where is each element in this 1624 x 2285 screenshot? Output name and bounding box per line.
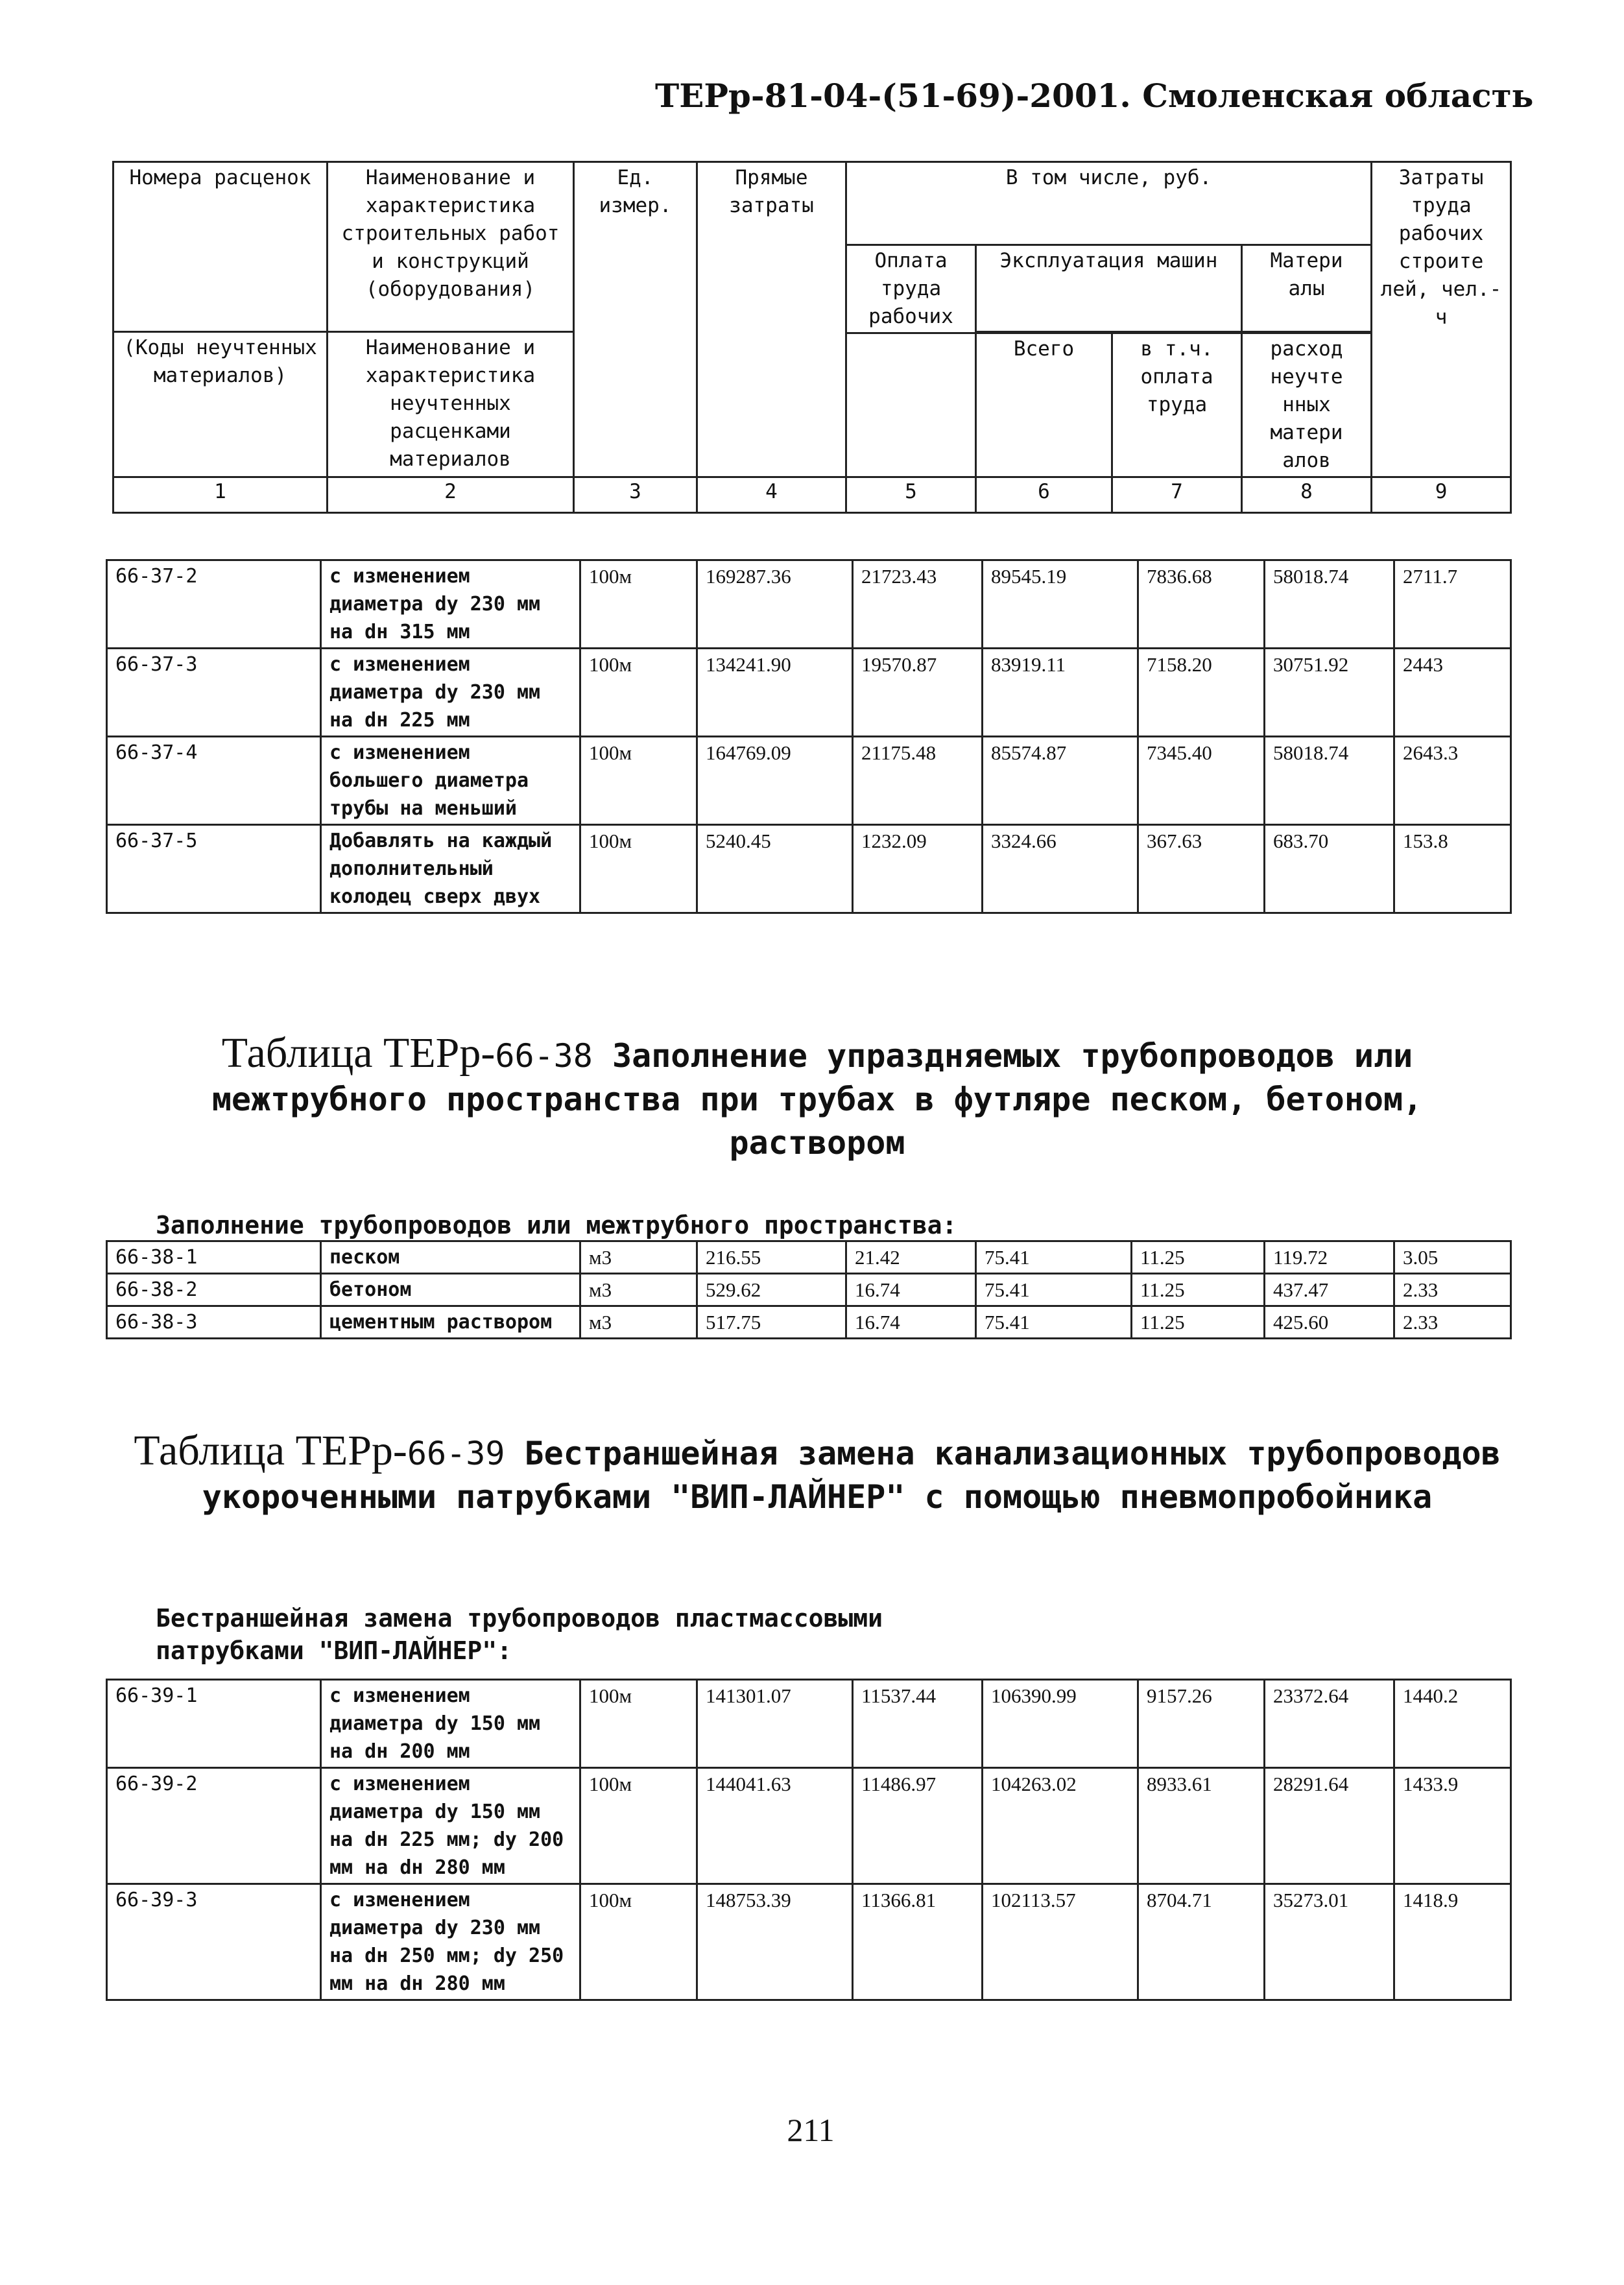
rows-66-38: [107, 1241, 1511, 1339]
machines-wage-cell: 11.25: [1132, 1241, 1265, 1274]
header-work-name: Наименование и характеристика строительных работ и конструкций (оборудования): [328, 162, 574, 332]
header-wage: Оплата труда рабочих: [846, 245, 976, 333]
rate-code-cell: 66-37-2: [107, 560, 321, 649]
labor-costs-cell: 1440.2: [1394, 1680, 1511, 1768]
table-row: [107, 649, 1511, 737]
header-placeholder: [846, 333, 976, 477]
wage-cell: 11366.81: [853, 1884, 983, 2000]
machines-total-cell: 75.41: [976, 1241, 1132, 1274]
page-number: 211: [787, 2112, 835, 2148]
rate-code-cell: 66-39-3: [107, 1884, 321, 2000]
direct-costs-cell: 141301.07: [697, 1680, 853, 1768]
wage-cell: 16.74: [846, 1306, 976, 1339]
machines-total-cell: 75.41: [976, 1274, 1132, 1306]
table-row: [107, 1274, 1511, 1306]
table-caption: Заполнение упраздняемых трубопроводов или межтрубного пространства при трубах в футляре песком, бетоном, раствором: [211, 1037, 1423, 1162]
header-material-usage: расход неучте нных матери алов: [1242, 333, 1372, 477]
column-number: 3: [574, 477, 697, 513]
rates-table-66-39: [106, 1679, 1512, 2001]
table-label: Таблица ТЕРр-: [221, 1029, 496, 1077]
rate-code-cell: 66-38-2: [107, 1274, 321, 1306]
direct-costs-cell: 148753.39: [697, 1884, 853, 2000]
unit-cell: 100м: [580, 1768, 697, 1884]
section-subheading: Заполнение трубопроводов или межтрубного пространства:: [156, 1211, 957, 1239]
materials-cell: 119.72: [1265, 1241, 1394, 1274]
work-name-cell: с изменением диаметра dy 230 мм на dн 225 мм: [321, 649, 580, 737]
table-caption: Бестраншейная замена канализационных трубопроводов укороченными патрубками "ВИП-ЛАЙНЕР" с помощью пневмопробойника: [202, 1435, 1501, 1516]
wage-cell: 21175.48: [853, 737, 983, 825]
unit-cell: 100м: [580, 825, 697, 913]
work-name-cell: с изменением диаметра dy 150 мм на dн 200 мм: [321, 1680, 580, 1768]
unit-cell: 100м: [580, 1884, 697, 2000]
unit-cell: 100м: [580, 737, 697, 825]
rate-code-cell: 66-37-5: [107, 825, 321, 913]
labor-costs-cell: 2711.7: [1394, 560, 1511, 649]
labor-costs-cell: 2.33: [1394, 1274, 1511, 1306]
column-number: 9: [1372, 477, 1511, 513]
rates-table-66-37: [106, 559, 1512, 914]
column-number: 4: [697, 477, 846, 513]
header-rate-numbers: Номера расценок: [113, 162, 328, 332]
work-name-cell: с изменением диаметра dy 230 мм на dн 315 мм: [321, 560, 580, 649]
unit-cell: м3: [580, 1274, 697, 1306]
table-row: [107, 1680, 1511, 1768]
work-name-cell: Добавлять на каждый дополнительный колодец сверх двух: [321, 825, 580, 913]
materials-cell: 30751.92: [1265, 649, 1394, 737]
table-row: [107, 825, 1511, 913]
rate-code-cell: 66-39-2: [107, 1768, 321, 1884]
table-row: [107, 560, 1511, 649]
header-including: В том числе, руб.: [846, 162, 1372, 245]
header-materials: Матери алы: [1242, 245, 1372, 332]
table-title-66-38: [130, 1031, 1505, 1165]
machines-total-cell: 102113.57: [983, 1884, 1138, 2000]
materials-cell: 23372.64: [1265, 1680, 1394, 1768]
header-material-codes: (Коды неучтенных материалов): [113, 332, 328, 477]
machines-wage-cell: 367.63: [1138, 825, 1265, 913]
materials-cell: 28291.64: [1265, 1768, 1394, 1884]
rows-66-37: [107, 560, 1511, 913]
materials-cell: 58018.74: [1265, 737, 1394, 825]
work-name-cell: бетоном: [321, 1274, 580, 1306]
machines-total-cell: 3324.66: [983, 825, 1138, 913]
machines-wage-cell: 11.25: [1132, 1306, 1265, 1339]
unit-cell: м3: [580, 1241, 697, 1274]
rate-code-cell: 66-37-4: [107, 737, 321, 825]
work-name-cell: цементным раствором: [321, 1306, 580, 1339]
table-number: 66-38: [495, 1037, 593, 1075]
materials-cell: 437.47: [1265, 1274, 1394, 1306]
machines-total-cell: 89545.19: [983, 560, 1138, 649]
table-label: Таблица ТЕРр-: [134, 1427, 407, 1474]
machines-wage-cell: 8933.61: [1138, 1768, 1265, 1884]
labor-costs-cell: 2643.3: [1394, 737, 1511, 825]
unit-cell: м3: [580, 1306, 697, 1339]
materials-cell: 58018.74: [1265, 560, 1394, 649]
header-unit: Ед. измер.: [574, 162, 697, 477]
table-row: [107, 737, 1511, 825]
rate-code-cell: 66-37-3: [107, 649, 321, 737]
machines-total-cell: 85574.87: [983, 737, 1138, 825]
machines-total-cell: 83919.11: [983, 649, 1138, 737]
labor-costs-cell: 1418.9: [1394, 1884, 1511, 2000]
direct-costs-cell: 169287.36: [697, 560, 853, 649]
labor-costs-cell: 153.8: [1394, 825, 1511, 913]
machines-total-cell: 104263.02: [983, 1768, 1138, 1884]
table-row: [107, 1241, 1511, 1274]
rates-table-66-38: [106, 1240, 1512, 1339]
direct-costs-cell: 517.75: [697, 1306, 846, 1339]
machines-wage-cell: 8704.71: [1138, 1884, 1265, 2000]
header-machines: Эксплуатация машин: [976, 245, 1242, 332]
wage-cell: 11537.44: [853, 1680, 983, 1768]
wage-cell: 16.74: [846, 1274, 976, 1306]
column-number: 8: [1242, 477, 1372, 513]
header-labor-costs: Затраты труда рабочих строите лей, чел.-ч: [1372, 162, 1511, 477]
rows-66-39: [107, 1680, 1511, 2000]
wage-cell: 1232.09: [853, 825, 983, 913]
header-machines-wage: в т.ч. оплата труда: [1112, 333, 1242, 477]
work-name-cell: с изменением диаметра dy 150 мм на dн 225 мм; dy 200 мм на dн 280 мм: [321, 1768, 580, 1884]
materials-cell: 683.70: [1265, 825, 1394, 913]
wage-cell: 21.42: [846, 1241, 976, 1274]
labor-costs-cell: 1433.9: [1394, 1768, 1511, 1884]
direct-costs-cell: 134241.90: [697, 649, 853, 737]
column-header-table: [112, 161, 1512, 514]
column-number: 1: [113, 477, 328, 513]
section-subheading: Бестраншейная замена трубопроводов пластмассовыми патрубками "ВИП-ЛАЙНЕР":: [156, 1604, 883, 1665]
column-number: 6: [976, 477, 1112, 513]
unit-cell: 100м: [580, 649, 697, 737]
rate-code-cell: 66-39-1: [107, 1680, 321, 1768]
direct-costs-cell: 529.62: [697, 1274, 846, 1306]
table-row: [107, 1884, 1511, 2000]
machines-wage-cell: 7836.68: [1138, 560, 1265, 649]
wage-cell: 19570.87: [853, 649, 983, 737]
direct-costs-cell: 164769.09: [697, 737, 853, 825]
header-direct-costs: Прямые затраты: [697, 162, 846, 477]
table-row: [107, 1768, 1511, 1884]
labor-costs-cell: 2443: [1394, 649, 1511, 737]
direct-costs-cell: 5240.45: [697, 825, 853, 913]
labor-costs-cell: 2.33: [1394, 1306, 1511, 1339]
materials-cell: 425.60: [1265, 1306, 1394, 1339]
table-row: [107, 1306, 1511, 1339]
work-name-cell: с изменением диаметра dy 230 мм на dн 250 мм; dy 250 мм на dн 280 мм: [321, 1884, 580, 2000]
header-unaccounted-materials: Наименование и характеристика неучтенных расценками материалов: [328, 332, 574, 477]
wage-cell: 21723.43: [853, 560, 983, 649]
work-name-cell: песком: [321, 1241, 580, 1274]
rate-code-cell: 66-38-1: [107, 1241, 321, 1274]
column-number: 5: [846, 477, 976, 513]
wage-cell: 11486.97: [853, 1768, 983, 1884]
machines-wage-cell: 7158.20: [1138, 649, 1265, 737]
page-header: ТЕРр-81-04-(51-69)-2001. Смоленская область: [655, 77, 1534, 115]
work-name-cell: с изменением большего диаметра трубы на меньший: [321, 737, 580, 825]
unit-cell: 100м: [580, 560, 697, 649]
column-number: 7: [1112, 477, 1242, 513]
machines-wage-cell: 7345.40: [1138, 737, 1265, 825]
unit-cell: 100м: [580, 1680, 697, 1768]
materials-cell: 35273.01: [1265, 1884, 1394, 2000]
table-number: 66-39: [407, 1435, 505, 1472]
machines-wage-cell: 9157.26: [1138, 1680, 1265, 1768]
rate-code-cell: 66-38-3: [107, 1306, 321, 1339]
labor-costs-cell: 3.05: [1394, 1241, 1511, 1274]
machines-wage-cell: 11.25: [1132, 1274, 1265, 1306]
machines-total-cell: 75.41: [976, 1306, 1132, 1339]
direct-costs-cell: 144041.63: [697, 1768, 853, 1884]
header-machines-total: Всего: [976, 333, 1112, 477]
column-number: 2: [328, 477, 574, 513]
machines-total-cell: 106390.99: [983, 1680, 1138, 1768]
direct-costs-cell: 216.55: [697, 1241, 846, 1274]
table-title-66-39: [130, 1429, 1505, 1519]
